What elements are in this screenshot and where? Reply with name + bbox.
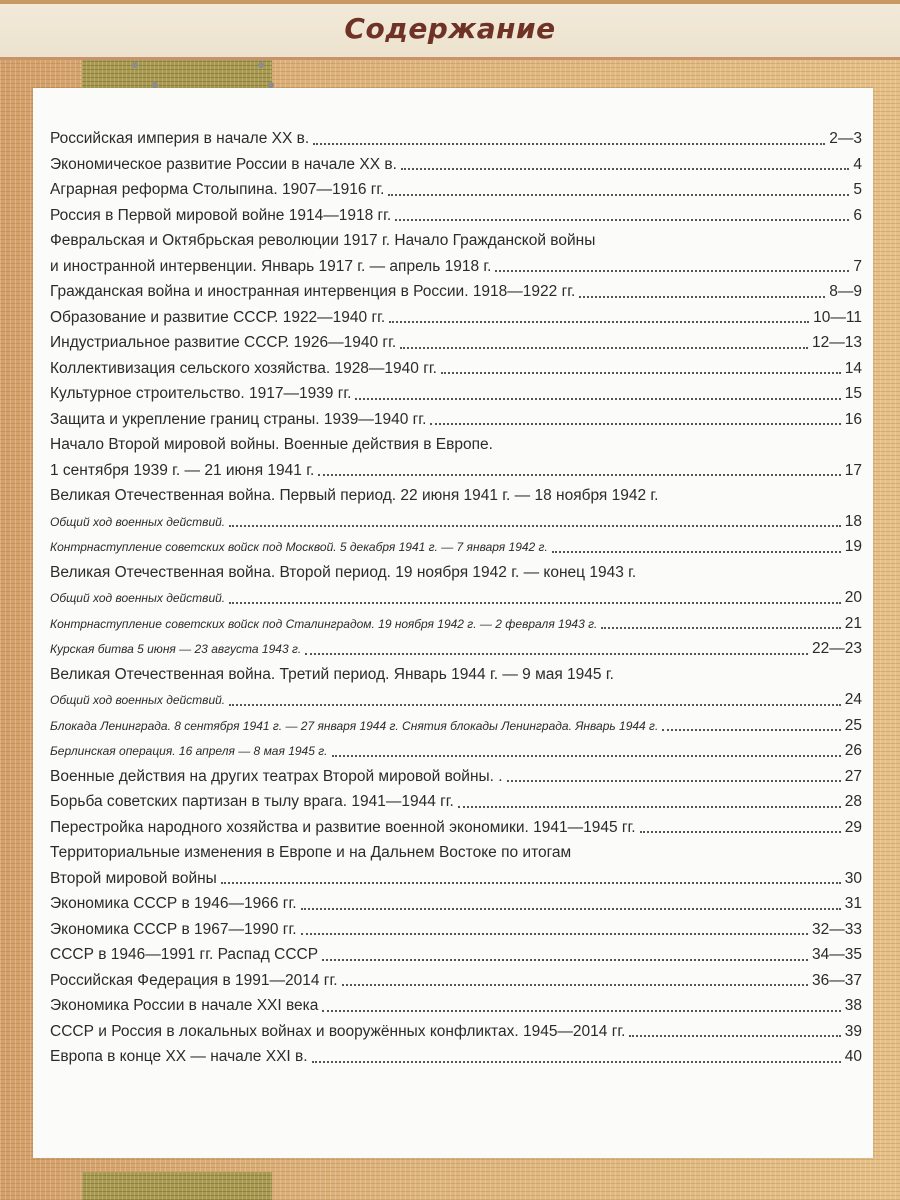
toc-entry-title: Курская битва 5 июня — 23 августа 1943 г.	[50, 642, 302, 656]
dot-leader	[395, 219, 849, 221]
dot-leader	[229, 602, 841, 604]
toc-page-number: 18	[844, 512, 862, 530]
dot-leader	[495, 270, 849, 272]
toc-entry[interactable]	[50, 789, 862, 815]
toc-page-number: 32—33	[812, 920, 862, 938]
toc-entry[interactable]	[50, 407, 862, 433]
dot-leader	[579, 296, 825, 298]
dot-leader	[229, 525, 841, 527]
dot-leader	[342, 984, 808, 986]
toc-heading	[50, 432, 862, 458]
pin-icon	[258, 62, 264, 68]
dot-leader	[601, 627, 840, 629]
toc-heading	[50, 662, 862, 688]
toc-page-number: 10—11	[813, 308, 862, 326]
toc-page-number: 6	[853, 206, 862, 224]
toc-entry[interactable]	[50, 177, 862, 203]
toc-page-number: 39	[844, 1022, 862, 1040]
toc-entry[interactable]	[50, 993, 862, 1019]
toc-entry-title: Февральская и Октябрьская революции 1917 г. Начало Гражданской войны	[50, 232, 596, 249]
toc-entry[interactable]	[50, 713, 862, 739]
decorative-texture-patch	[82, 60, 272, 90]
decorative-texture-patch-bottom	[82, 1172, 272, 1200]
toc-entry[interactable]	[50, 815, 862, 841]
toc-page-number: 7	[853, 257, 862, 275]
toc-page-number: 4	[853, 155, 862, 173]
pin-icon	[132, 62, 138, 68]
toc-entry-title: Культурное строительство. 1917—1939 гг.	[50, 385, 352, 402]
dot-leader	[401, 168, 849, 170]
toc-page-number: 12—13	[812, 334, 862, 351]
toc-page-number: 27	[844, 767, 862, 785]
toc-entry[interactable]	[50, 968, 862, 994]
toc-entry-title: и иностранной интервенции. Январь 1917 г. — апрель 1918 г.	[50, 257, 492, 275]
toc-entry-title: СССР и Россия в локальных войнах и вооружённых конфликтах. 1945—2014 гг.	[50, 1022, 626, 1040]
toc-heading	[50, 560, 862, 586]
toc-entry[interactable]	[50, 534, 862, 560]
dot-leader	[640, 831, 841, 833]
toc-entry[interactable]	[50, 764, 862, 790]
dot-leader	[552, 551, 841, 553]
toc-page-number: 16	[844, 410, 862, 428]
dot-leader	[313, 143, 825, 145]
toc-entry-title: Контрнаступление советских войск под Москвой. 5 декабря 1941 г. — 7 января 1942 г.	[50, 540, 548, 554]
toc-entry-title: Российская Федерация в 1991—2014 гг.	[50, 971, 338, 989]
toc-entry-title: СССР в 1946—1991 гг. Распад СССР	[50, 946, 319, 963]
dot-leader	[400, 347, 808, 349]
toc-entry-title: Защита и укрепление границ страны. 1939—1940 гг.	[50, 410, 427, 428]
toc-entry-title: Россия в Первой мировой войне 1914—1918 гг.	[50, 206, 392, 224]
toc-page-number: 14	[844, 359, 862, 377]
toc-entry[interactable]	[50, 891, 862, 917]
dot-leader	[322, 1010, 840, 1012]
toc-page-number: 20	[844, 589, 862, 606]
toc-entry[interactable]	[50, 305, 862, 331]
toc-entry[interactable]	[50, 279, 862, 305]
toc-entry-title: Второй мировой войны	[50, 869, 217, 887]
toc-entry[interactable]	[50, 509, 862, 535]
dot-leader	[301, 933, 808, 935]
toc-entry-title: Борьба советских партизан в тылу врага. 1941—1944 гг.	[50, 793, 454, 810]
toc-page-number: 40	[844, 1048, 862, 1065]
toc-entry[interactable]	[50, 458, 862, 484]
toc-entry[interactable]	[50, 356, 862, 382]
toc-page-number: 25	[844, 716, 862, 734]
dot-leader	[355, 398, 840, 400]
toc-entry-title: Общий ход военных действий.	[50, 591, 226, 605]
toc-page-number: 15	[844, 385, 862, 402]
toc-heading	[50, 840, 862, 866]
toc-entry[interactable]	[50, 330, 862, 356]
dot-leader	[388, 194, 849, 196]
dot-leader	[629, 1035, 840, 1037]
toc-entry-title: Экономика России в начале XXI века	[50, 997, 319, 1014]
toc-entry[interactable]	[50, 636, 862, 662]
toc-page-number: 5	[853, 181, 862, 198]
dot-leader	[430, 423, 840, 425]
toc-entry[interactable]	[50, 1019, 862, 1045]
toc-page-number: 28	[844, 793, 862, 810]
toc-entry-title: Экономическое развитие России в начале XX в.	[50, 155, 397, 173]
toc-page-number: 31	[844, 895, 862, 912]
dot-leader	[389, 321, 809, 323]
toc-entry-title: Общий ход военных действий.	[50, 514, 226, 529]
dot-leader	[322, 959, 808, 961]
toc-page-number: 19	[844, 538, 862, 555]
toc-entry-title: Блокада Ленинграда. 8 сентября 1941 г. — 27 января 1944 г. Снятия блокады Ленинграда. Январь 1944 г.	[50, 718, 659, 733]
dot-leader	[332, 755, 841, 757]
toc-entry-title: Аграрная реформа Столыпина. 1907—1916 гг.	[50, 181, 385, 198]
toc-entry[interactable]	[50, 126, 862, 152]
dot-leader	[662, 729, 840, 731]
dot-leader	[312, 1061, 841, 1063]
toc-entry[interactable]	[50, 866, 862, 892]
toc-page-number: 21	[844, 614, 862, 632]
toc-page-number: 8—9	[829, 283, 862, 300]
dot-leader	[229, 704, 841, 706]
toc-entry[interactable]	[50, 254, 862, 280]
toc-page-number: 34—35	[812, 946, 862, 963]
toc-entry-title: Общий ход военных действий.	[50, 693, 226, 707]
toc-entry[interactable]	[50, 942, 862, 968]
toc-entry-title: 1 сентября 1939 г. — 21 июня 1941 г.	[50, 461, 315, 479]
toc-entry-title: Начало Второй мировой войны. Военные действия в Европе.	[50, 436, 493, 453]
toc-entry[interactable]	[50, 1044, 862, 1070]
toc-entry-title: Перестройка народного хозяйства и развитие военной экономики. 1941—1945 гг.	[50, 818, 636, 836]
toc-entry-title: Экономика СССР в 1946—1966 гг.	[50, 895, 297, 912]
toc-entry[interactable]	[50, 738, 862, 764]
toc-entry[interactable]	[50, 381, 862, 407]
toc-entry[interactable]	[50, 585, 862, 611]
toc-entry-title: Индустриальное развитие СССР. 1926—1940 гг.	[50, 334, 397, 351]
toc-entry-title: Экономика СССР в 1967—1990 гг.	[50, 920, 297, 938]
toc-entry-title: Европа в конце XX — начале XXI в.	[50, 1048, 308, 1065]
toc-page-number: 36—37	[812, 971, 862, 989]
toc-entry-title: Военные действия на других театрах Второй мировой войны. .	[50, 767, 503, 785]
toc-entry-title: Великая Отечественная война. Второй период. 19 ноября 1942 г. — конец 1943 г.	[50, 563, 637, 581]
dot-leader	[301, 908, 841, 910]
toc-entry[interactable]	[50, 203, 862, 229]
toc-entry[interactable]	[50, 917, 862, 943]
dot-leader	[305, 653, 808, 655]
toc-entry-title: Образование и развитие СССР. 1922—1940 гг.	[50, 308, 386, 326]
toc-entry-title: Берлинская операция. 16 апреля — 8 мая 1945 г.	[50, 744, 328, 758]
dot-leader	[221, 882, 841, 884]
toc-entry[interactable]	[50, 687, 862, 713]
toc-heading	[50, 228, 862, 254]
dot-leader	[507, 780, 841, 782]
toc-heading	[50, 483, 862, 509]
toc-page-number: 30	[844, 869, 862, 887]
toc-page-number: 38	[844, 997, 862, 1014]
toc-entry-title: Великая Отечественная война. Первый период. 22 июня 1941 г. — 18 ноября 1942 г.	[50, 487, 659, 504]
toc-entry-title: Контрнаступление советских войск под Сталинградом. 19 ноября 1942 г. — 2 февраля 1943 г.	[50, 616, 598, 631]
toc-entry[interactable]	[50, 152, 862, 178]
page-title: Содержание	[344, 12, 556, 45]
dot-leader	[458, 806, 841, 808]
toc-page-number: 26	[844, 742, 862, 759]
toc-page-number: 17	[844, 461, 862, 479]
toc-entry-title: Коллективизация сельского хозяйства. 1928—1940 гг.	[50, 359, 437, 377]
toc-entry-title: Гражданская война и иностранная интервенция в России. 1918—1922 гг.	[50, 283, 576, 300]
toc-entry[interactable]	[50, 611, 862, 637]
toc-entry-title: Российская империя в начале XX в.	[50, 130, 310, 147]
toc-page-number: 22—23	[812, 640, 862, 657]
toc-page-number: 24	[844, 691, 862, 708]
dot-leader	[441, 372, 841, 374]
toc-entry-title: Великая Отечественная война. Третий период. Январь 1944 г. — 9 мая 1945 г.	[50, 665, 614, 683]
dot-leader	[318, 474, 840, 476]
toc-entry-title: Территориальные изменения в Европе и на Дальнем Востоке по итогам	[50, 844, 572, 861]
toc-page-number: 2—3	[829, 130, 862, 147]
table-of-contents	[50, 126, 862, 1070]
toc-page-number: 29	[844, 818, 862, 836]
